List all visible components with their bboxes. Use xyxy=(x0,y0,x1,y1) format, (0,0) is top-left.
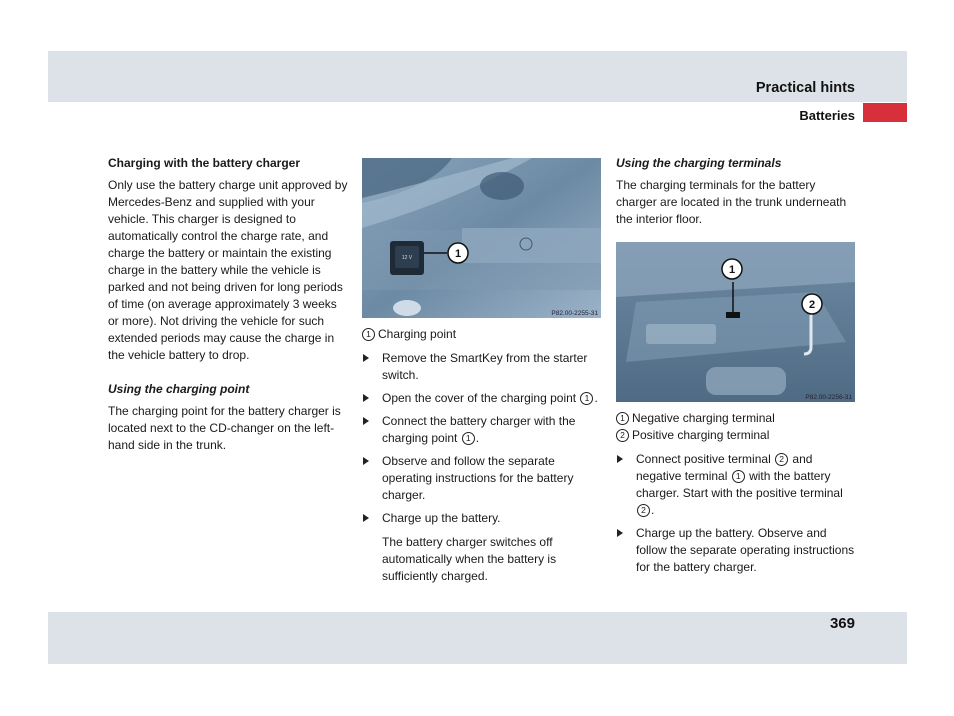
bullet-triangle-icon xyxy=(363,457,369,465)
step-item: Remove the SmartKey from the starter switch. xyxy=(362,350,602,384)
charging-terminals-photo xyxy=(616,242,855,402)
step-item: Observe and follow the separate operating instructions for the battery charger. xyxy=(362,453,602,504)
photo-callout-1: 1 xyxy=(454,248,462,260)
heading-using-charging-point: Using the charging point xyxy=(108,382,250,396)
photo-code: P82.00-2256-31 xyxy=(805,394,852,401)
bullet-triangle-icon xyxy=(617,455,623,463)
callout-1-icon: 1 xyxy=(732,470,745,483)
heading-charging-battery-charger: Charging with the battery charger xyxy=(108,156,301,170)
step-item: Charge up the battery. Observe and follow the separate operating instructions for the battery charger. xyxy=(616,525,858,576)
column-middle xyxy=(362,158,602,591)
photo-legend xyxy=(616,410,858,444)
photo-label-volt: 12 V xyxy=(401,255,413,261)
charging-point-photo xyxy=(362,158,601,318)
bullet-triangle-icon xyxy=(363,394,369,402)
column-right xyxy=(616,155,858,582)
column-left xyxy=(108,155,348,471)
photo-callout-1: 1 xyxy=(728,264,736,276)
charging-terminals-steps xyxy=(616,451,858,576)
callout-1-icon: 1 xyxy=(616,412,629,425)
photo-legend xyxy=(362,326,602,343)
bullet-triangle-icon xyxy=(363,354,369,362)
callout-1-icon: 1 xyxy=(580,392,593,405)
charging-point-location-paragraph: The charging point for the battery charger is located next to the CD-changer on the left-hand side in the trunk. xyxy=(108,404,341,452)
section-accent-tab xyxy=(863,103,907,122)
step-item: Charge up the battery. The battery charger switches off automatically when the battery is sufficiently charged. xyxy=(362,510,602,585)
step-item: Connect positive terminal 2 and negative terminal 1 with the battery charger. Start with the positive terminal 2 . xyxy=(616,451,858,519)
bullet-triangle-icon xyxy=(363,514,369,522)
photo-code: P82.00-2255-31 xyxy=(551,310,598,317)
step-item: Connect the battery charger with the charging point 1 . xyxy=(362,413,602,447)
terminals-location-paragraph: The charging terminals for the battery charger are located in the trunk underneath the interior floor. xyxy=(616,178,847,226)
section-title: Practical hints xyxy=(755,80,855,96)
legend-item: 2 Positive charging terminal xyxy=(616,427,858,444)
callout-2-icon: 2 xyxy=(616,429,629,442)
callout-1-icon: 1 xyxy=(362,328,375,341)
heading-using-charging-terminals: Using the charging terminals xyxy=(616,156,782,170)
auto-switchoff-note: The battery charger switches off automatically when the battery is sufficiently charged. xyxy=(382,535,557,583)
charging-point-steps xyxy=(362,350,602,585)
legend-item: 1 Negative charging terminal xyxy=(616,410,858,427)
callout-2-icon: 2 xyxy=(637,504,650,517)
legend-item: 1 Charging point xyxy=(362,326,602,343)
subsection-title: Batteries xyxy=(799,108,855,123)
photo-callout-2: 2 xyxy=(808,299,816,311)
page-number: 369 xyxy=(829,615,855,632)
callout-1-icon: 1 xyxy=(462,432,475,445)
callout-2-icon: 2 xyxy=(775,453,788,466)
footer-band xyxy=(48,612,907,664)
bullet-triangle-icon xyxy=(363,417,369,425)
step-item: Open the cover of the charging point 1 . xyxy=(362,390,602,407)
intro-paragraph: Only use the battery charge unit approved by Mercedes-Benz and supplied with your vehicle. This charger is designed to automatically control the charge rate, and charge the battery or maintain the existing charge in the battery while the vehicle is parked and not being driven for long periods of time (on average approximately 3 weeks or more). Not driving the vehicle for such extended periods may cause the charge in the vehicle battery to drop. xyxy=(108,178,348,362)
bullet-triangle-icon xyxy=(617,529,623,537)
